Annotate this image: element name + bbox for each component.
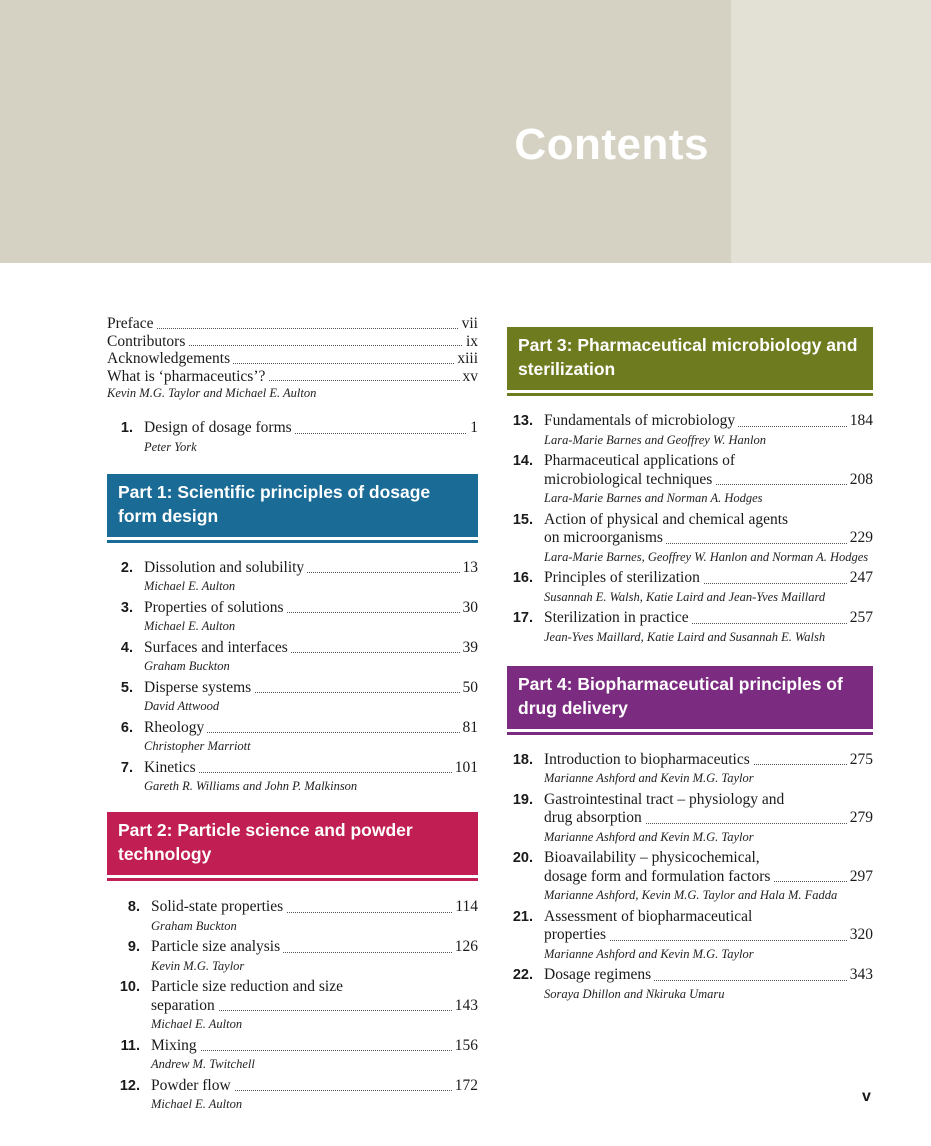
front-matter-row[interactable]: Preface vii <box>107 315 478 332</box>
part-1-banner: Part 1: Scientific principles of dosage form design <box>107 474 478 537</box>
chapter-title: Design of dosage forms <box>144 419 295 436</box>
front-matter <box>107 315 478 402</box>
part-1-heading <box>107 474 478 543</box>
part-4-rule <box>507 732 873 735</box>
front-matter-row[interactable]: Acknowledgements xiii <box>107 350 478 367</box>
toc-entry-chapter-12[interactable]: 12. Powder flow 172 Michael E. Aulton <box>119 1076 478 1111</box>
header-band-right <box>731 0 931 263</box>
toc-entry-chapter-17[interactable]: 17. Sterilization in practice 257 Jean-Yves Maillard, Katie Laird and Susannah E. Walsh <box>512 609 873 644</box>
toc-entry-chapter-3[interactable]: 3. Properties of solutions 30 Michael E. Aulton <box>120 598 478 633</box>
toc-entry-chapter-5[interactable]: 5. Disperse systems 50 David Attwood <box>120 678 478 713</box>
toc-entry-chapter-18[interactable]: 18. Introduction to biopharmaceutics 275 Marianne Ashford and Kevin M.G. Taylor <box>512 750 873 785</box>
toc-entry-chapter-1[interactable] <box>107 419 478 456</box>
chapter-authors: Peter York <box>144 439 197 454</box>
part-2-heading <box>107 812 478 881</box>
toc-entry-chapter-20[interactable]: 20. Bioavailability – physicochemical, dosage form and formulation factors 297 Marianne Ashford, Kevin M.G. Taylor and Hala M. Fadda <box>512 849 873 902</box>
toc-entry-chapter-16[interactable]: 16. Principles of sterilization 247 Susannah E. Walsh, Katie Laird and Jean-Yves Maillard <box>512 569 873 604</box>
toc-entry-chapter-22[interactable]: 22. Dosage regimens 343 Soraya Dhillon and Nkiruka Umaru <box>512 966 873 1001</box>
toc-entry-chapter-9[interactable]: 9. Particle size analysis 126 Kevin M.G. Taylor <box>127 938 478 973</box>
toc-entry-chapter-8[interactable]: 8. Solid-state properties 114 Graham Buckton <box>127 898 478 933</box>
part-1-chapters <box>107 559 478 796</box>
toc-entry-chapter-21[interactable]: 21. Assessment of biopharmaceutical properties 320 Marianne Ashford and Kevin M.G. Taylor <box>512 907 873 961</box>
toc-entry-chapter-2[interactable]: 2. Dissolution and solubility 13 Michael E. Aulton <box>120 558 478 593</box>
part-2-chapters <box>107 898 478 1113</box>
part-3-banner: Part 3: Pharmaceutical microbiology and sterilization <box>507 327 873 390</box>
part-4-chapters <box>507 751 873 1003</box>
part-4-banner: Part 4: Biopharmaceutical principles of drug delivery <box>507 666 873 729</box>
toc-entry-chapter-11[interactable]: 11. Mixing 156 Andrew M. Twitchell <box>120 1036 478 1071</box>
part-1-rule <box>107 540 478 543</box>
chapter-page: 1 <box>467 419 478 438</box>
toc-entry-chapter-13[interactable]: 13. Fundamentals of microbiology 184 Lara-Marie Barnes and Geoffrey W. Hanlon <box>512 412 873 447</box>
front-matter-row[interactable]: Contributors ix <box>107 332 478 350</box>
page-folio: v <box>862 1088 871 1105</box>
toc-entry-chapter-6[interactable]: 6. Rheology 81 Christopher Marriott <box>120 718 478 753</box>
chapter-number: 1. <box>120 420 133 436</box>
part-2-banner: Part 2: Particle science and powder technology <box>107 812 478 875</box>
part-4-heading <box>507 666 873 735</box>
part-2-rule <box>107 878 478 881</box>
toc-entry-chapter-15[interactable]: 15. Action of physical and chemical agents on microorganisms 229 Lara-Marie Barnes, Geoffrey W. Hanlon and Norman A. Hodges <box>512 510 873 564</box>
part-3-heading <box>507 327 873 396</box>
page-title: Contents <box>514 120 709 169</box>
toc-entry-chapter-19[interactable]: 19. Gastrointestinal tract – physiology and drug absorption 279 Marianne Ashford and Kevin M.G. Taylor <box>512 790 873 844</box>
part-3-chapters <box>507 412 873 646</box>
front-matter-authors: Kevin M.G. Taylor and Michael E. Aulton <box>107 386 317 400</box>
toc-right-column <box>507 327 873 1006</box>
toc-entry-chapter-7[interactable]: 7. Kinetics 101 Gareth R. Williams and John P. Malkinson <box>120 758 478 793</box>
front-matter-row[interactable]: What is ‘pharmaceutics’? xv <box>107 367 478 385</box>
toc-entry-chapter-10[interactable]: 10. Particle size reduction and size separation 143 Michael E. Aulton <box>119 978 478 1031</box>
toc-entry-chapter-4[interactable]: 4. Surfaces and interfaces 39 Graham Buckton <box>120 638 478 673</box>
toc-entry-chapter-14[interactable]: 14. Pharmaceutical applications of microbiological techniques 208 Lara-Marie Barnes and Norman A. Hodges <box>512 452 873 505</box>
part-3-rule <box>507 393 873 396</box>
toc-left-column <box>107 315 478 1117</box>
